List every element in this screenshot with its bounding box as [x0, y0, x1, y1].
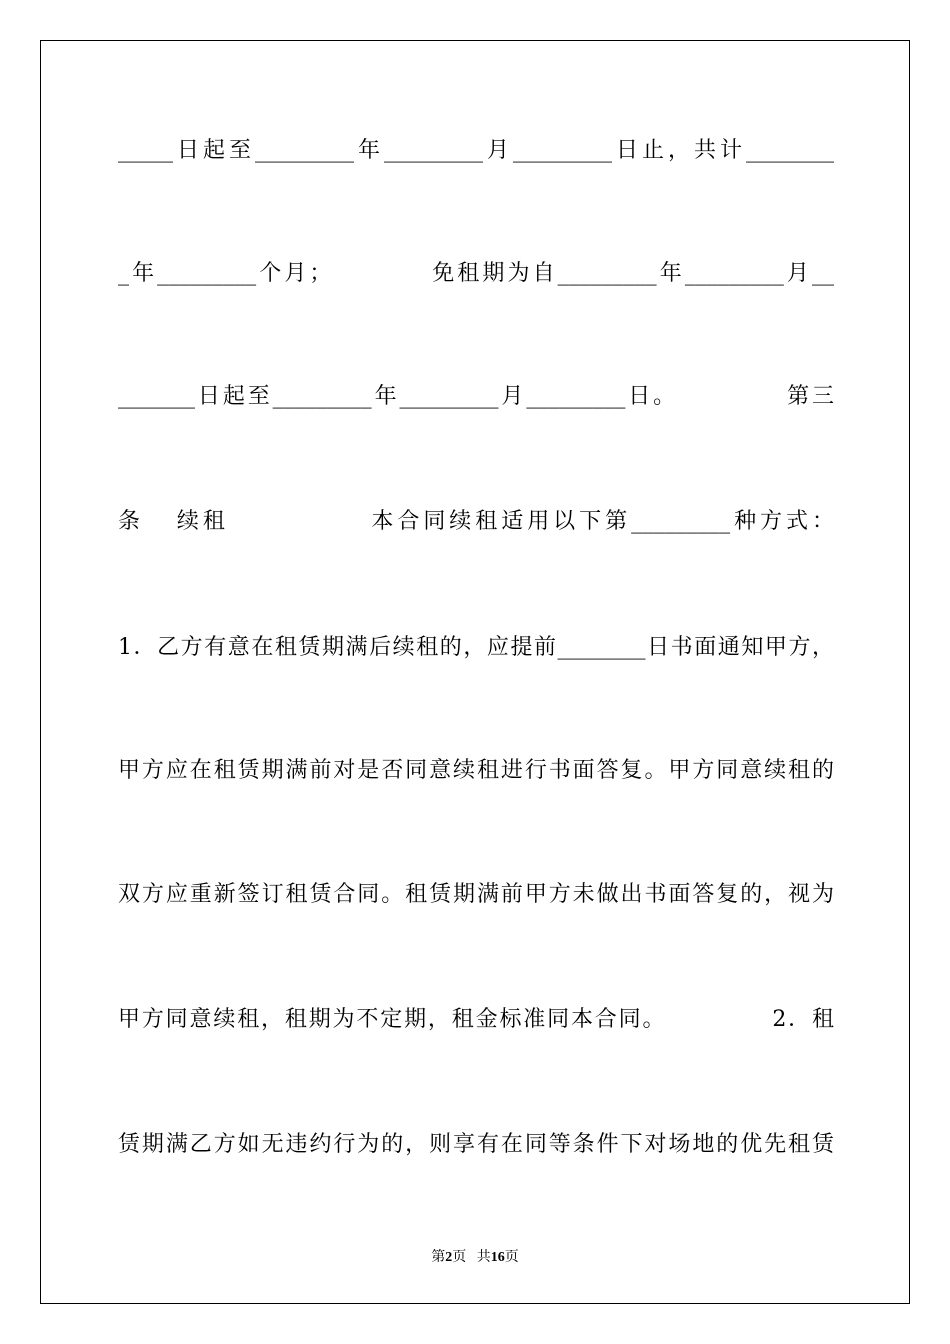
- footer-prefix: 第: [431, 1250, 446, 1265]
- text-line-5: 1．乙方有意在租赁期满后续租的，应提前________日书面通知甲方，: [118, 635, 834, 660]
- footer-page-number: 2: [445, 1250, 453, 1265]
- footer-page-suffix: 页: [452, 1250, 467, 1265]
- text-line-6: 甲方应在租赁期满前对是否同意续租进行书面答复。甲方同意续租的: [118, 758, 834, 783]
- page-border: [40, 40, 910, 1304]
- text-line-7: 双方应重新签订租赁合同。租赁期满前甲方未做出书面答复的，视为: [118, 882, 834, 907]
- text-line-2: _年_________个月； 免租期为自_________年_________月__: [118, 261, 834, 286]
- text-line-3: _______日起至_________年_________月_________日。 第三: [118, 384, 834, 409]
- text-line-9: 赁期满乙方如无违约行为的，则享有在同等条件下对场地的优先租赁: [118, 1132, 834, 1157]
- text-line-4: 条 续租 本合同续租适用以下第_________种方式：: [118, 509, 834, 534]
- footer-total-prefix: 共: [476, 1250, 491, 1265]
- page-footer: [0, 1246, 950, 1266]
- text-line-8: 甲方同意续租，租期为不定期，租金标准同本合同。 2．租: [118, 1007, 834, 1032]
- text-line-1: _____日起至_________年_________月_________日止，共计________: [118, 138, 834, 163]
- footer-total-pages: 16: [490, 1250, 505, 1265]
- footer-total-suffix: 页: [504, 1250, 519, 1265]
